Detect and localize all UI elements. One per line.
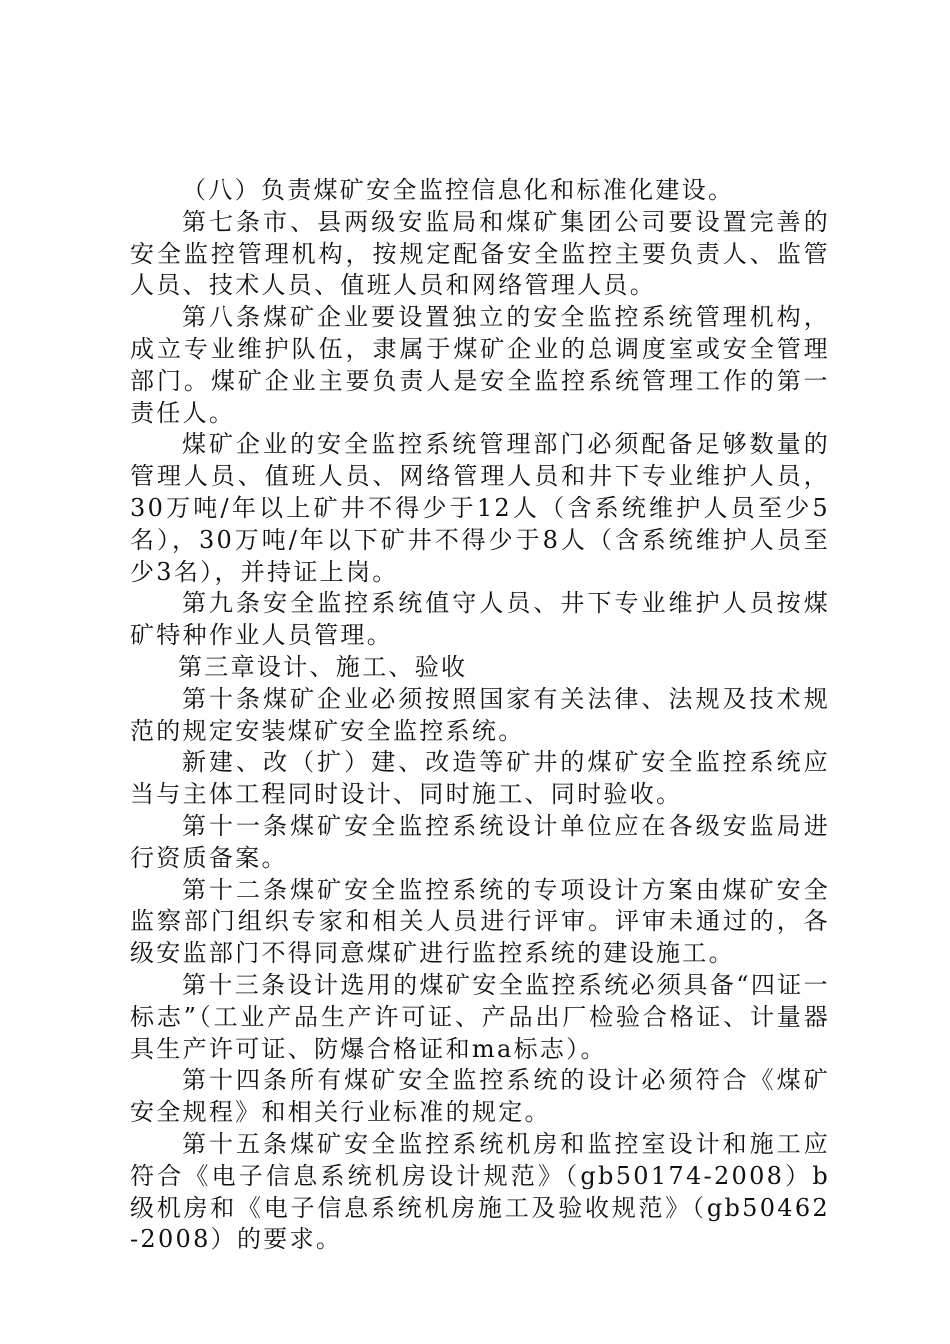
paragraph-article-9: 第九条安全监控系统值守人员、井下专业维护人员按煤矿特种作业人员管理。 bbox=[130, 589, 830, 650]
document-body bbox=[130, 175, 830, 1256]
paragraph-article-14: 第十四条所有煤矿安全监控系统的设计必须符合《煤矿安全规程》和相关行业标准的规定。 bbox=[130, 1066, 830, 1127]
paragraph-staffing: 煤矿企业的安全监控系统管理部门必须配备足够数量的管理人员、值班人员、网络管理人员和井下专业维护人员，30万吨/年以上矿井不得少于12人（含系统维护人员至少5名），30万吨/年以下矿井不得少于8人（含系统维护人员至少3名），并持证上岗。 bbox=[130, 430, 830, 586]
paragraph-article-7: 第七条市、县两级安监局和煤矿集团公司要设置完善的安全监控管理机构，按规定配备安全监控主要负责人、监管人员、技术人员、值班人员和网络管理人员。 bbox=[130, 207, 830, 300]
paragraph-new-construction: 新建、改（扩）建、改造等矿井的煤矿安全监控系统应当与主体工程同时设计、同时施工、同时验收。 bbox=[130, 748, 830, 809]
paragraph-article-11: 第十一条煤矿安全监控系统设计单位应在各级安监局进行资质备案。 bbox=[130, 811, 830, 872]
paragraph-item-8: （八）负责煤矿安全监控信息化和标准化建设。 bbox=[182, 176, 735, 204]
paragraph-article-8: 第八条煤矿企业要设置独立的安全监控系统管理机构，成立专业维护队伍，隶属于煤矿企业的总调度室或安全管理部门。煤矿企业主要负责人是安全监控系统管理工作的第一责任人。 bbox=[130, 303, 830, 427]
paragraph-article-12: 第十二条煤矿安全监控系统的专项设计方案由煤矿安全监察部门组织专家和相关人员进行评审。评审未通过的，各级安监部门不得同意煤矿进行监控系统的建设施工。 bbox=[130, 875, 830, 968]
paragraph-article-15: 第十五条煤矿安全监控系统机房和监控室设计和施工应符合《电子信息系统机房设计规范》（gb50174-2008）b级机房和《电子信息系统机房施工及验收规范》（gb50462-2008）的要求。 bbox=[130, 1129, 830, 1254]
chapter-heading: 第三章设计、施工、验收 bbox=[178, 652, 468, 681]
paragraph-article-10: 第十条煤矿企业必须按照国家有关法律、法规及技术规范的规定安装煤矿安全监控系统。 bbox=[130, 684, 830, 745]
paragraph-article-13: 第十三条设计选用的煤矿安全监控系统必须具备“四证一标志”（工业产品生产许可证、产品出厂检验合格证、计量器具生产许可证、防爆合格证和ma标志）。 bbox=[130, 970, 830, 1063]
